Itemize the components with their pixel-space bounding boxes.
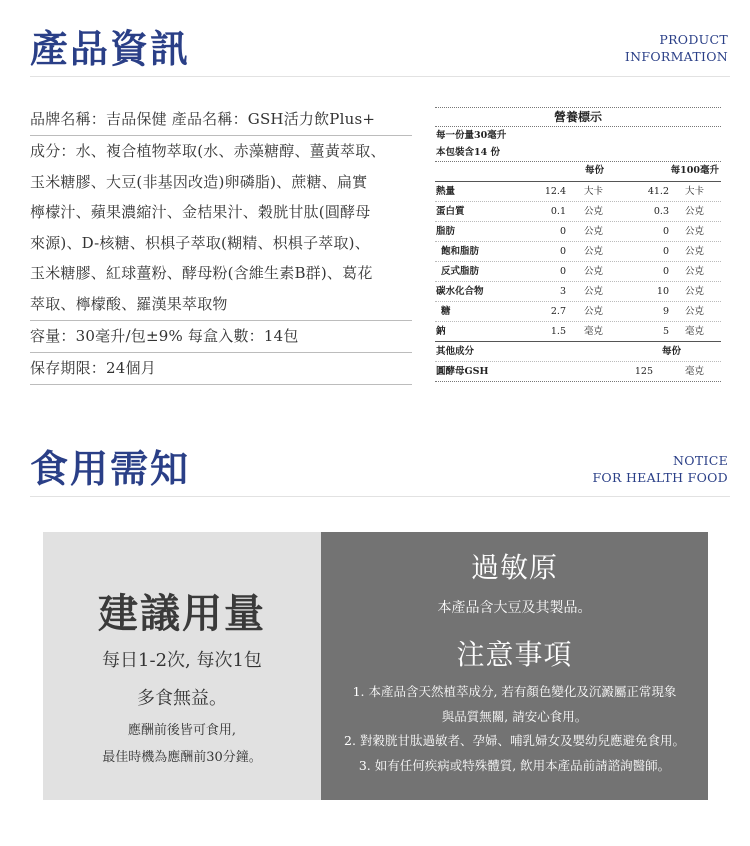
product-subtitle-line2: INFORMATION xyxy=(624,49,728,64)
unit-per-serving: 公克 xyxy=(584,286,604,297)
nutrient-name: 反式脂肪 xyxy=(441,266,480,277)
nutrition-row xyxy=(435,202,721,222)
dosage-box xyxy=(43,532,321,800)
product-section-subtitle xyxy=(625,31,728,65)
value-per-serving: 3 xyxy=(559,286,566,297)
ingredients-line: 萃取、檸檬酸、羅漢果萃取物 xyxy=(30,294,228,313)
ingredients-line: 來源)、D-核糖、枳椇子萃取(糊精、枳椇子萃取)、 xyxy=(30,233,370,252)
header-per-serving: 每份 xyxy=(585,165,605,176)
nutrient-name: 碳水化合物 xyxy=(436,286,484,297)
nutrient-name: 熱量 xyxy=(436,186,456,197)
value-per-100ml: 41.2 xyxy=(647,186,669,197)
notes-item: 2. 對穀胱甘肽過敏者、孕婦、哺乳婦女及嬰幼兒應避免食用。 xyxy=(344,733,685,748)
value-per-serving: 0 xyxy=(559,266,566,277)
nutrition-row xyxy=(435,182,721,202)
volume-line: 容量：30毫升/包±9% 每盒入數：14包 xyxy=(30,321,412,353)
other-label: 其他成分 xyxy=(436,346,475,357)
value-per-serving: 0.1 xyxy=(550,206,566,217)
allergen-title: 過敏原 xyxy=(470,551,558,584)
unit-per-100ml: 公克 xyxy=(685,246,705,257)
dosage-line4: 最佳時機為應酬前30分鐘。 xyxy=(102,750,262,765)
value-per-serving: 2.7 xyxy=(550,306,566,317)
value-per-100ml: 0 xyxy=(662,226,669,237)
notice-section-subtitle xyxy=(592,452,728,486)
ingredients-line: 玉米糖膠、大豆(非基因改造)卵磷脂)、蔗糖、扁實 xyxy=(30,172,368,191)
dosage-line3: 應酬前後皆可食用, xyxy=(127,723,237,738)
notes-title: 注意事項 xyxy=(456,638,573,671)
nutrient-name: 鈉 xyxy=(436,326,446,337)
gsh-unit: 毫克 xyxy=(685,366,705,377)
unit-per-serving: 大卡 xyxy=(584,186,604,197)
gsh-row xyxy=(435,362,721,382)
ingredients-block xyxy=(30,136,412,321)
dosage-line1: 每日1-2次, 每次1包 xyxy=(102,650,262,671)
unit-per-100ml: 大卡 xyxy=(685,186,705,197)
gsh-value: 125 xyxy=(634,366,653,377)
allergen-notes-box xyxy=(321,532,708,800)
value-per-serving: 12.4 xyxy=(544,186,566,197)
other-ingredients-row xyxy=(435,342,721,362)
unit-per-serving: 公克 xyxy=(584,246,604,257)
unit-per-100ml: 公克 xyxy=(685,206,705,217)
allergen-text: 本產品含大豆及其製品。 xyxy=(437,600,592,616)
unit-per-100ml: 公克 xyxy=(685,226,705,237)
nutrition-row xyxy=(435,282,721,302)
notice-section-title: 食用需知 xyxy=(30,446,191,491)
serving-size: 每一份量30毫升 xyxy=(436,130,507,141)
nutrition-row xyxy=(435,322,721,342)
notes-item: 3. 如有任何疾病或特殊體質, 飲用本產品前請諮詢醫師。 xyxy=(358,757,671,773)
nutrition-row xyxy=(435,222,721,242)
notes-item: 與品質無關, 請安心食用。 xyxy=(441,708,588,724)
product-section-title: 產品資訊 xyxy=(30,26,191,71)
brand-line: 品牌名稱：吉品保健 產品名稱：GSH活力飲Plus+ xyxy=(30,104,412,136)
unit-per-serving: 公克 xyxy=(584,266,604,277)
nutrition-row xyxy=(435,302,721,322)
nutrition-header xyxy=(435,162,721,182)
unit-per-serving: 公克 xyxy=(584,306,604,317)
notes-item: 1. 本產品含天然植萃成分, 若有顏色變化及沉澱屬正常現象 xyxy=(352,684,677,699)
value-per-serving: 1.5 xyxy=(550,326,566,337)
nutrition-title: 營養標示 xyxy=(435,108,721,127)
value-per-serving: 0 xyxy=(559,246,566,257)
notice-section-divider xyxy=(30,496,730,497)
ingredients-line: 檸檬汁、蘋果濃縮汁、金桔果汁、穀胱甘肽(圓酵母 xyxy=(30,203,371,222)
product-info xyxy=(30,104,412,385)
product-subtitle-line1: PRODUCT xyxy=(659,32,728,47)
unit-per-100ml: 公克 xyxy=(685,286,705,297)
value-per-100ml: 0.3 xyxy=(653,206,669,217)
nutrient-name: 糖 xyxy=(441,306,451,317)
nutrition-row xyxy=(435,262,721,282)
nutrition-rows xyxy=(435,182,721,342)
shelf-life-line: 保存期限：24個月 xyxy=(30,353,412,385)
value-per-100ml: 9 xyxy=(662,306,669,317)
value-per-100ml: 0 xyxy=(662,246,669,257)
value-per-100ml: 0 xyxy=(662,266,669,277)
nutrient-name: 蛋白質 xyxy=(436,206,465,217)
header-per-100ml: 每100毫升 xyxy=(670,165,719,176)
servings-per-pack: 本包裝含14 份 xyxy=(435,144,721,162)
product-section-divider xyxy=(30,76,730,77)
value-per-100ml: 5 xyxy=(662,326,669,337)
nutrition-row xyxy=(435,242,721,262)
notice-subtitle-line1: NOTICE xyxy=(673,453,728,468)
nutrition-table xyxy=(435,107,721,382)
dosage-title: 建議用量 xyxy=(98,590,266,637)
unit-per-serving: 毫克 xyxy=(584,326,604,337)
nutrient-name: 飽和脂肪 xyxy=(441,246,480,257)
unit-per-100ml: 公克 xyxy=(685,266,705,277)
unit-per-100ml: 毫克 xyxy=(685,326,705,337)
unit-per-serving: 公克 xyxy=(584,226,604,237)
ingredients-line: 成分：水、複合植物萃取(水、赤藻糖醇、薑黃萃取、 xyxy=(30,142,386,160)
notice-subtitle-line2: FOR HEALTH FOOD xyxy=(592,470,728,485)
ingredients-line: 玉米糖膠、紅球薑粉、酵母粉(含維生素B群)、葛花 xyxy=(30,264,373,283)
unit-per-100ml: 公克 xyxy=(685,306,705,317)
value-per-serving: 0 xyxy=(559,226,566,237)
dosage-line2: 多食無益。 xyxy=(137,688,227,709)
nutrient-name: 脂肪 xyxy=(436,226,456,237)
gsh-name: 圓酵母GSH xyxy=(436,366,489,377)
other-per: 每份 xyxy=(661,346,681,357)
value-per-100ml: 10 xyxy=(656,286,669,297)
unit-per-serving: 公克 xyxy=(584,206,604,217)
notes-list xyxy=(321,680,708,778)
